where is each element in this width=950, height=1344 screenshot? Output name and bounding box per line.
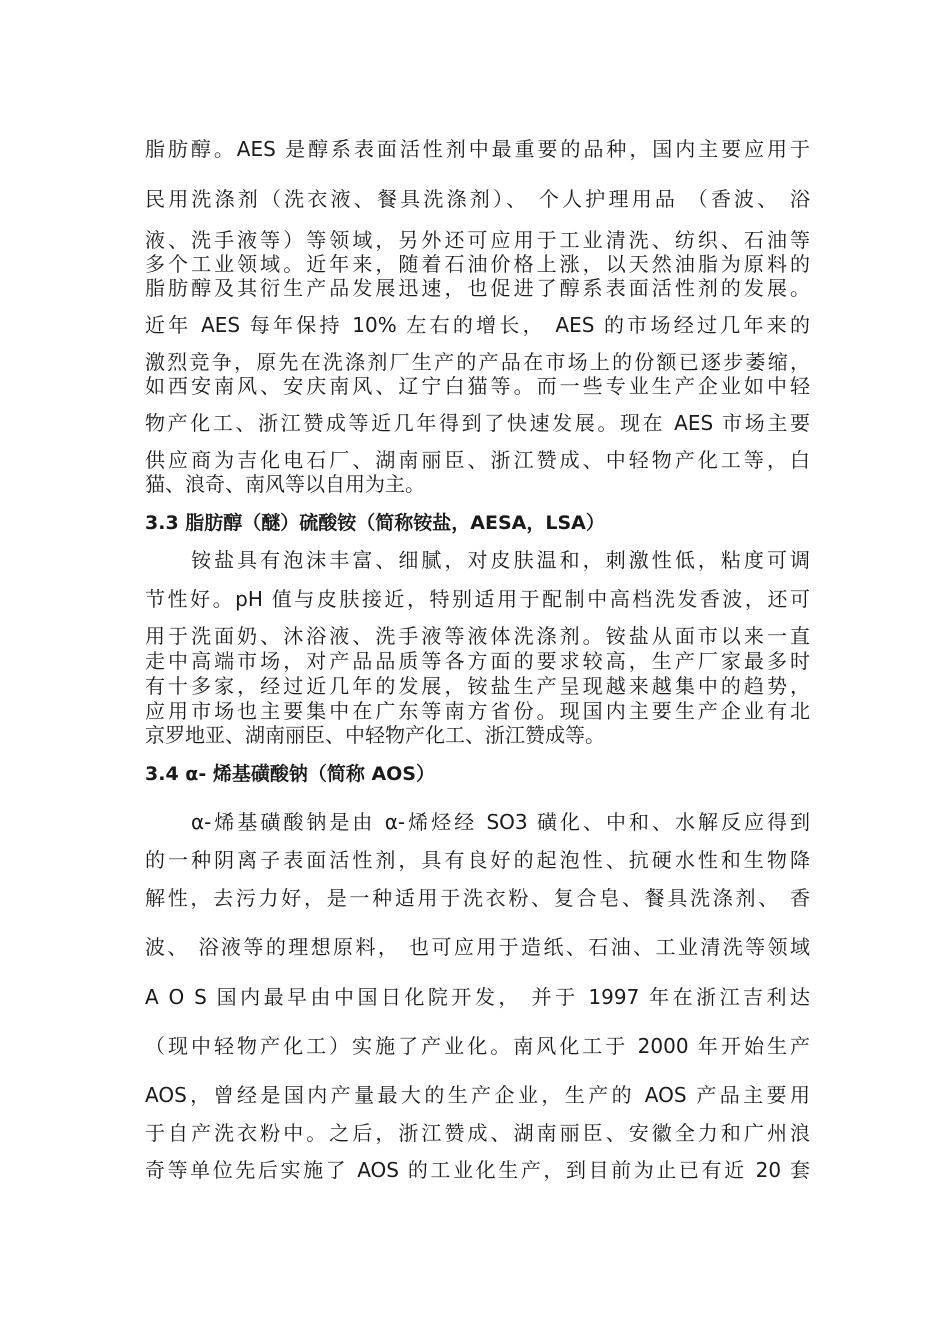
text-line: α-烯基磺酸钠是由 α-烯烃经 SO3 磺化、中和、水解反应得到 xyxy=(145,810,810,834)
text-line: 解性，去污力好，是一种适用于洗衣粉、复合皂、餐具洗涤剂、 香 xyxy=(145,886,810,910)
text-line: 京罗地亚、湖南丽臣、中轻物产化工、浙江赞成等。 xyxy=(145,723,605,747)
text-line: 奇等单位先后实施了 AOS 的工业化生产，到目前为止已有近 20 套 xyxy=(145,1158,810,1182)
text-line: （现中轻物产化工）实施了产业化。南风化工于 2000 年开始生产 xyxy=(145,1034,810,1058)
text-line: 的一种阴离子表面活性剂，具有良好的起泡性、抗硬水性和生物降 xyxy=(145,848,810,872)
section-heading: 3.3 脂肪醇（醚）硫酸铵（简称铵盐，AESA，LSA） xyxy=(145,512,605,534)
text-line: 走中高端市场，对产品品质等各方面的要求较高，生产厂家最多时 xyxy=(145,649,810,673)
text-line: 脂肪醇。AES 是醇系表面活性剂中最重要的品种，国内主要应用于 xyxy=(145,137,810,161)
text-line: 铵盐具有泡沫丰富、细腻，对皮肤温和，刺激性低，粘度可调 xyxy=(145,548,810,572)
text-line: 近年 AES 每年保持 10% 左右的增长， AES 的市场经过几年来的 xyxy=(145,313,810,337)
text-line: 多个工业领域。近年来，随着石油价格上涨，以天然油脂为原料的 xyxy=(145,252,810,276)
text-line: 如西安南风、安庆南风、辽宁白猫等。而一些专业生产企业如中轻 xyxy=(145,374,810,398)
text-line: 节性好。pH 值与皮肤接近，特别适用于配制中高档洗发香波，还可 xyxy=(145,587,810,611)
text-line: 脂肪醇及其衍生产品发展迅速，也促进了醇系表面活性剂的发展。 xyxy=(145,276,810,300)
text-line: AOS，曾经是国内产量最大的生产企业，生产的 AOS 产品主要用 xyxy=(145,1083,810,1107)
text-line: 液、洗手液等）等领域，另外还可应用于工业清洗、纺织、石油等 xyxy=(145,228,810,252)
text-line: A O S 国内最早由中国日化院开发， 并于 1997 年在浙江吉利达 xyxy=(145,985,810,1009)
text-line: 用于洗面奶、沐浴液、洗手液等液体洗涤剂。铵盐从面市以来一直 xyxy=(145,624,810,648)
text-line: 波、 浴液等的理想原料， 也可应用于造纸、石油、工业清洗等领域 xyxy=(145,935,810,959)
section-heading: 3.4 α- 烯基磺酸钠（简称 AOS） xyxy=(145,763,435,785)
text-line: 应用市场也主要集中在广东等南方省份。现国内主要生产企业有北 xyxy=(145,699,810,723)
text-line: 供应商为吉化电石厂、湖南丽臣、浙江赞成、中轻物产化工等，白 xyxy=(145,448,810,472)
text-line: 有十多家，经过近几年的发展，铵盐生产呈现越来越集中的趋势， xyxy=(145,674,810,698)
text-line: 民用洗涤剂（洗衣液、餐具洗涤剂）、 个人护理用品 （香波、 浴 xyxy=(145,187,810,211)
text-line: 物产化工、浙江赞成等近几年得到了快速发展。现在 AES 市场主要 xyxy=(145,411,810,435)
text-line: 激烈竞争，原先在洗涤剂厂生产的产品在市场上的份额已逐步萎缩， xyxy=(145,350,810,374)
text-line: 猫、浪奇、南风等以自用为主。 xyxy=(145,472,425,496)
text-line: 于自产洗衣粉中。之后，浙江赞成、湖南丽臣、安徽全力和广州浪 xyxy=(145,1121,810,1145)
